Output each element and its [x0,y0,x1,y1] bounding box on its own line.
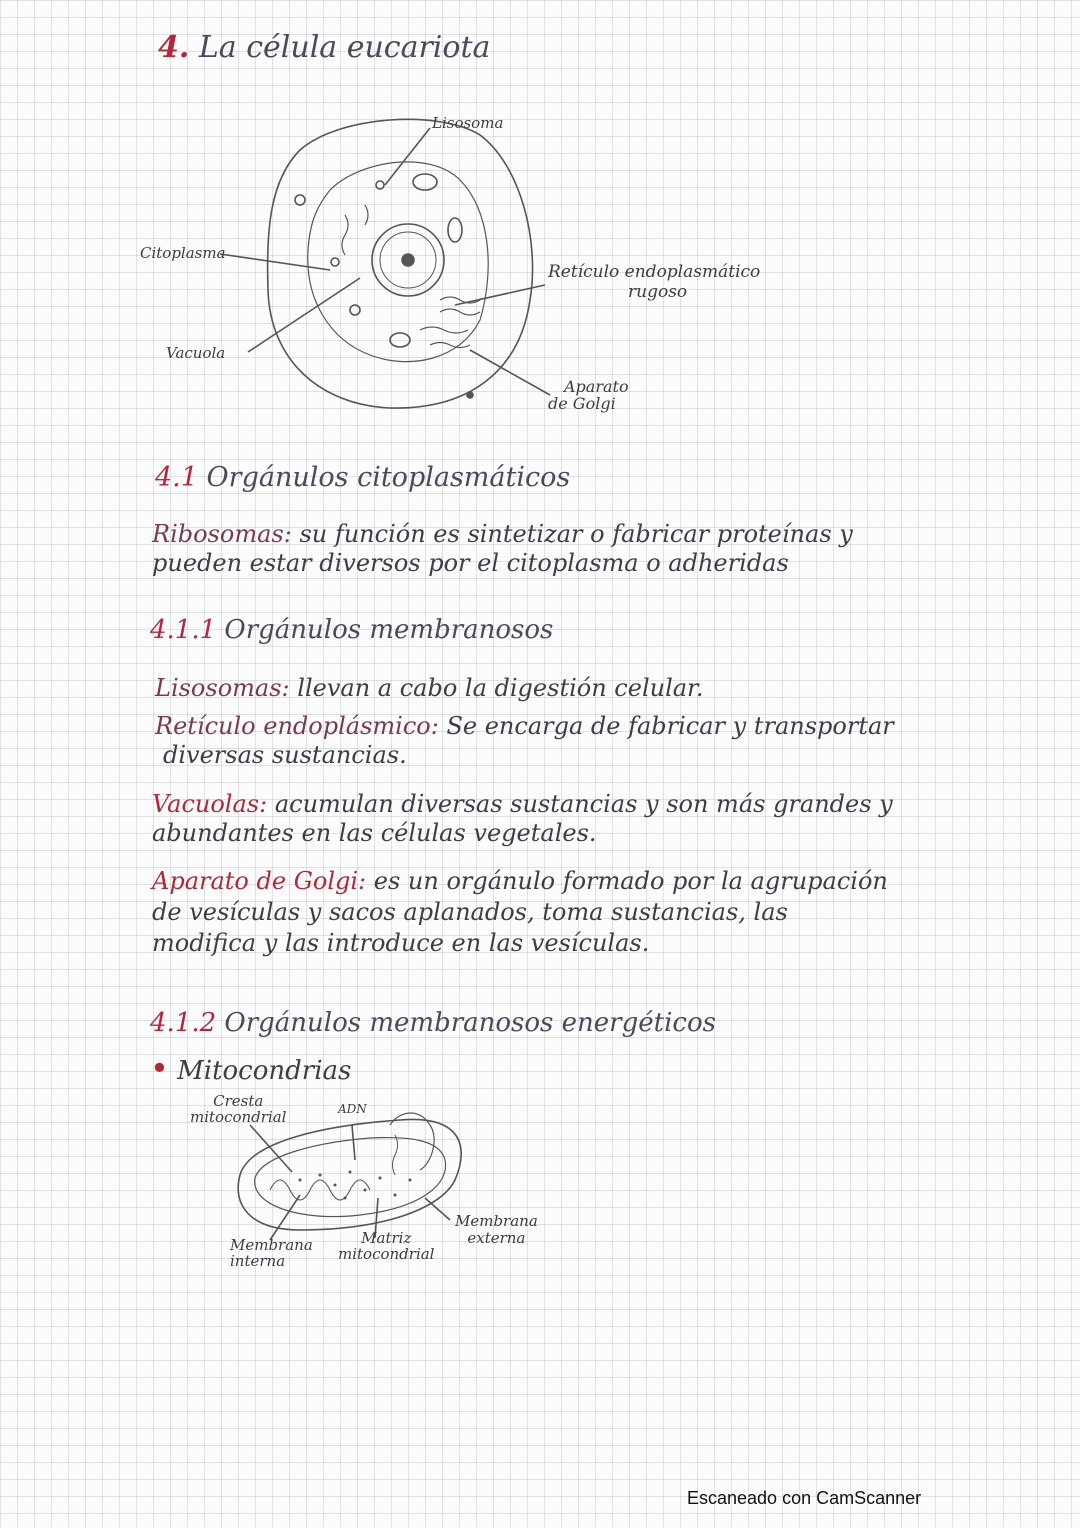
eukaryotic-cell-diagram [0,0,1080,460]
label-vacuola: Vacuola [166,344,226,362]
label-reticulo-rugoso: Retículo endoplasmático rugoso [548,262,761,302]
label-membrana-interna: Membrana interna [230,1236,313,1270]
section-4-1-2-heading: 4.1.2 Orgánulos membranosos energéticos [150,1008,716,1038]
section-4-1-1-heading: 4.1.1 Orgánulos membranosos [150,615,554,645]
lisosomas-paragraph: Lisosomas: llevan a cabo la digestión celular. [155,674,704,702]
label-membrana-externa: Membrana externa [455,1212,538,1247]
vacuolas-paragraph: Vacuolas: acumulan diversas sustancias y son más grandes y abundantes en las células vegetales. [152,790,893,847]
golgi-paragraph: Aparato de Golgi: es un orgánulo formado por la agrupación de vesículas y sacos aplanados, toma sustancias, las modifica y las introduce en las vesículas. [152,867,888,957]
reticulo-paragraph: Retículo endoplásmico: Se encarga de fabricar y transportar diversas sustancias. [155,712,894,769]
mitochondrion-diagram [0,1080,1080,1300]
label-cresta-mitocondrial: Cresta mitocondrial [190,1092,287,1126]
ribosomas-paragraph: Ribosomas: su función es sintetizar o fabricar proteínas y pueden estar diversos por el citoplasma o adheridas [152,520,853,577]
label-aparato-golgi: Aparato de Golgi [548,377,629,413]
page-title: 4. La célula eucariota [158,30,491,65]
label-adn: ADN [338,1102,367,1116]
scanner-watermark: Escaneado con CamScanner [687,1488,922,1508]
section-4-1-heading: 4.1 Orgánulos citoplasmáticos [155,462,571,493]
label-lisosoma: Lisosoma [432,114,504,132]
label-matriz-mitocondrial: Matriz mitocondrial [338,1229,435,1263]
mitocondrias-item: • Mitocondrias [150,1049,352,1087]
label-citoplasma: Citoplasma [140,244,226,262]
